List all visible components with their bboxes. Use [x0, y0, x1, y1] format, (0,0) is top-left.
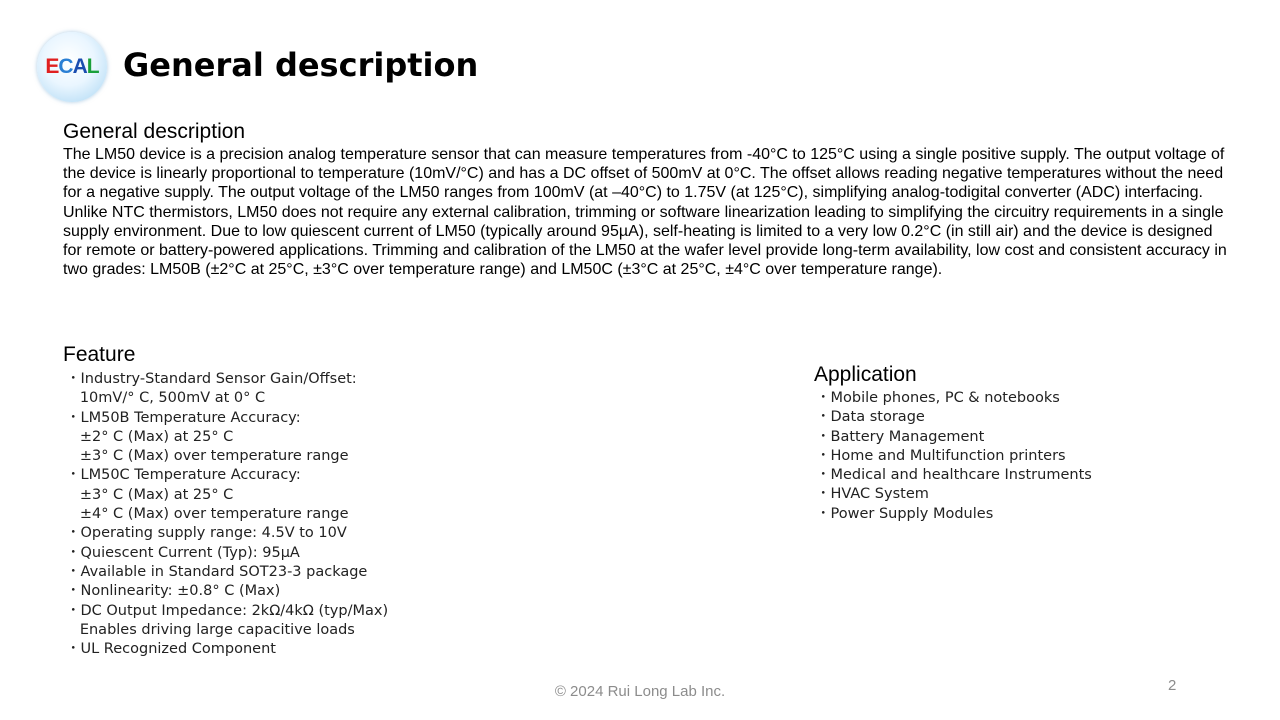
description-body — [63, 145, 1233, 279]
application-item: ・HVAC System — [816, 486, 929, 503]
application-item: ・Battery Management — [816, 428, 985, 445]
feature-item: ±4° C (Max) over temperature range — [66, 506, 349, 523]
page-number: 2 — [1168, 677, 1177, 694]
feature-item: ・Available in Standard SOT23-3 package — [66, 563, 368, 580]
feature-item: ・Nonlinearity: ±0.8° C (Max) — [66, 583, 281, 600]
feature-item: ±3° C (Max) over temperature range — [66, 448, 349, 465]
copyright-footer: © 2024 Rui Long Lab Inc. — [554, 683, 726, 700]
ecal-logo — [37, 32, 107, 102]
feature-item: Enables driving large capacitive loads — [66, 621, 355, 638]
description-paragraph: Unlike NTC thermistors, LM50 does not require any external calibration, trimming or software linearization leading to simplifying the circuitry requirements in a single supply environment. Due to low quiescent current of LM50 (typically around 95µA), self-heating is limited to a very low 0.2°C (in still air) and the device is designed for remote or battery-powered applications. Trimming and calibration of the LM50 at the wafer level provide long-term availability, low cost and consistent accuracy in two grades: LM50B (±2°C at 25°C, ±3°C over temperature range) and LM50C (±3°C at 25°C, ±4°C over temperature range). — [63, 203, 1227, 279]
logo-letter-c: C — [58, 55, 73, 78]
feature-item: ・Industry-Standard Sensor Gain/Offset: — [66, 371, 357, 387]
application-item: ・Medical and healthcare Instruments — [816, 467, 1092, 484]
logo-letter-a: A — [72, 55, 87, 78]
description-heading: General description — [63, 120, 246, 143]
feature-item: ±2° C (Max) at 25° C — [66, 428, 234, 445]
application-list — [816, 389, 1236, 524]
application-item: ・Home and Multifunction printers — [816, 447, 1066, 464]
feature-item: ・DC Output Impedance: 2kΩ/4kΩ (typ/Max) — [66, 602, 389, 619]
logo-letter-e: E — [45, 55, 59, 78]
application-item: ・Data storage — [816, 409, 925, 426]
logo-letter-l: L — [86, 55, 99, 78]
feature-item: ・Quiescent Current (Typ): 95μA — [66, 544, 300, 561]
feature-item: ・LM50B Temperature Accuracy: — [66, 409, 301, 426]
application-item: ・Mobile phones, PC & notebooks — [816, 390, 1060, 406]
feature-heading: Feature — [63, 343, 136, 366]
feature-item: ・UL Recognized Component — [66, 641, 276, 658]
application-item: ・Power Supply Modules — [816, 505, 994, 522]
feature-item: ・Operating supply range: 4.5V to 10V — [66, 525, 347, 542]
application-heading: Application — [814, 363, 917, 386]
feature-item: ±3° C (Max) at 25° C — [66, 486, 234, 503]
page-title: General description — [123, 46, 479, 84]
description-paragraph: The LM50 device is a precision analog temperature sensor that can measure temperatures from -40°C to 125°C using a single positive supply. The output voltage of the device is linearly proportional to temperature (10mV/°C) and has a DC offset of 500mV at 0°C. The offset allows reading negative temperatures without the need for a negative supply. The output voltage of the LM50 ranges from 100mV (at –40°C) to 1.75V (at 125°C), simplifying analog-todigital converter (ADC) interfacing. — [63, 146, 1225, 202]
feature-item: ・LM50C Temperature Accuracy: — [66, 467, 301, 484]
feature-item: 10mV/° C, 500mV at 0° C — [66, 390, 266, 407]
feature-list — [66, 370, 766, 659]
